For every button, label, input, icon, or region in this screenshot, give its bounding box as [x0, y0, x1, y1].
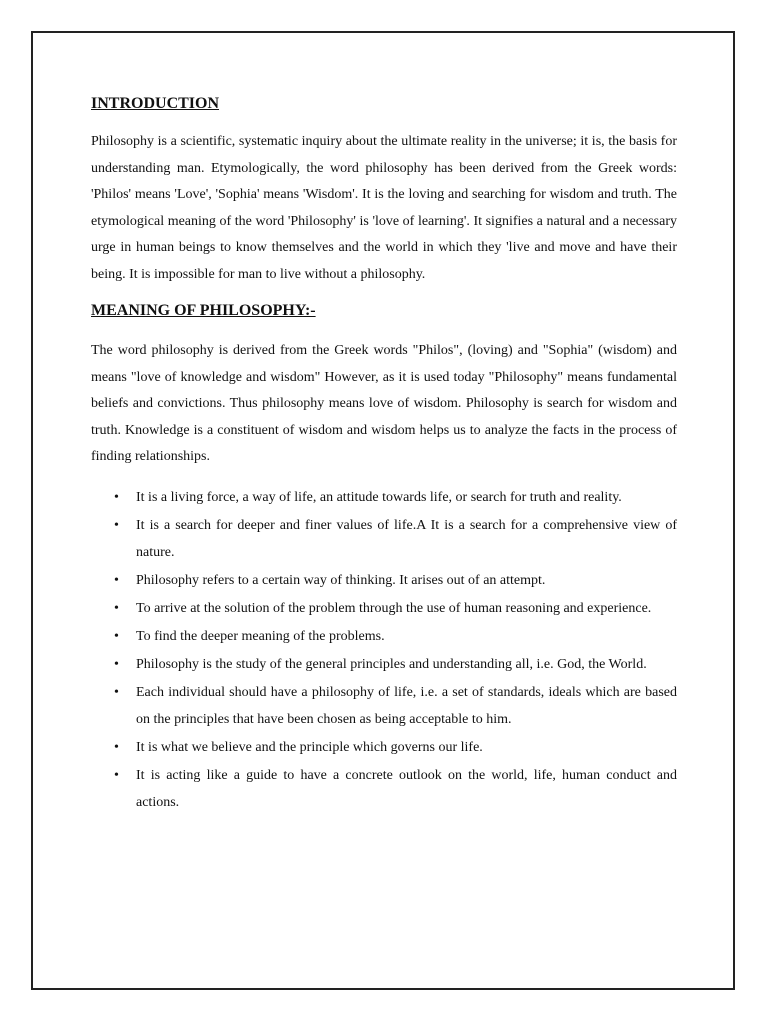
bullet-icon: •	[114, 767, 119, 783]
bullet-item	[114, 567, 677, 594]
bullet-item	[114, 623, 677, 650]
bullet-item	[114, 762, 677, 816]
document-content	[91, 93, 677, 817]
bullet-item	[114, 595, 677, 622]
bullet-text: Philosophy refers to a certain way of thinking. It arises out of an attempt.	[136, 572, 546, 588]
bullet-text: To find the deeper meaning of the problems.	[136, 628, 385, 644]
meaning-heading: MEANING OF PHILOSOPHY:-	[91, 302, 316, 319]
bullet-text: It is a search for deeper and finer values of life.A It is a search for a comprehensive view of nature.	[136, 517, 677, 560]
meaning-paragraph: The word philosophy is derived from the Greek words "Philos", (loving) and "Sophia" (wisdom) and means "love of knowledge and wisdom" However, as it is used today "Philosophy" means fundamental beliefs and convictions. Thus philosophy means love of wisdom. Philosophy is search for wisdom and truth. Knowledge is a constituent of wisdom and wisdom helps us to analyze the facts in the process of finding relationships.	[91, 343, 677, 464]
bullet-text: Philosophy is the study of the general principles and understanding all, i.e. God, the World.	[136, 656, 647, 672]
bullet-icon: •	[114, 600, 119, 616]
introduction-paragraph: Philosophy is a scientific, systematic inquiry about the ultimate reality in the universe; it is, the basis for understanding man. Etymologically, the word philosophy has been derived from the Greek words: 'Philos' means 'Love', 'Sophia' means 'Wisdom'. It is the loving and searching for wisdom and truth. The etymological meaning of the word 'Philosophy' is 'love of learning'. It signifies a natural and a necessary urge in human beings to know themselves and the world in which they 'live and move and have their being. It is impossible for man to live without a philosophy.	[91, 134, 677, 282]
bullet-icon: •	[114, 684, 119, 700]
bullet-icon: •	[114, 656, 119, 672]
bullet-item	[114, 484, 677, 511]
bullet-icon: •	[114, 739, 119, 755]
bullet-icon: •	[114, 489, 119, 505]
bullet-text: To arrive at the solution of the problem through the use of human reasoning and experience.	[136, 600, 652, 616]
bullet-text: It is acting like a guide to have a concrete outlook on the world, life, human conduct and actions.	[136, 767, 677, 810]
bullet-item	[114, 512, 677, 566]
bullet-text: It is what we believe and the principle which governs our life.	[136, 739, 483, 755]
meaning-bullet-list	[91, 484, 677, 816]
bullet-item	[114, 651, 677, 678]
bullet-item	[114, 679, 677, 733]
bullet-text: It is a living force, a way of life, an attitude towards life, or search for truth and reality.	[136, 489, 622, 505]
bullet-text: Each individual should have a philosophy of life, i.e. a set of standards, ideals which are based on the principles that have been chosen as being acceptable to him.	[136, 684, 677, 727]
bullet-icon: •	[114, 572, 119, 588]
bullet-icon: •	[114, 628, 119, 644]
bullet-icon: •	[114, 517, 119, 533]
introduction-heading: INTRODUCTION	[91, 95, 220, 112]
bullet-item	[114, 734, 677, 761]
